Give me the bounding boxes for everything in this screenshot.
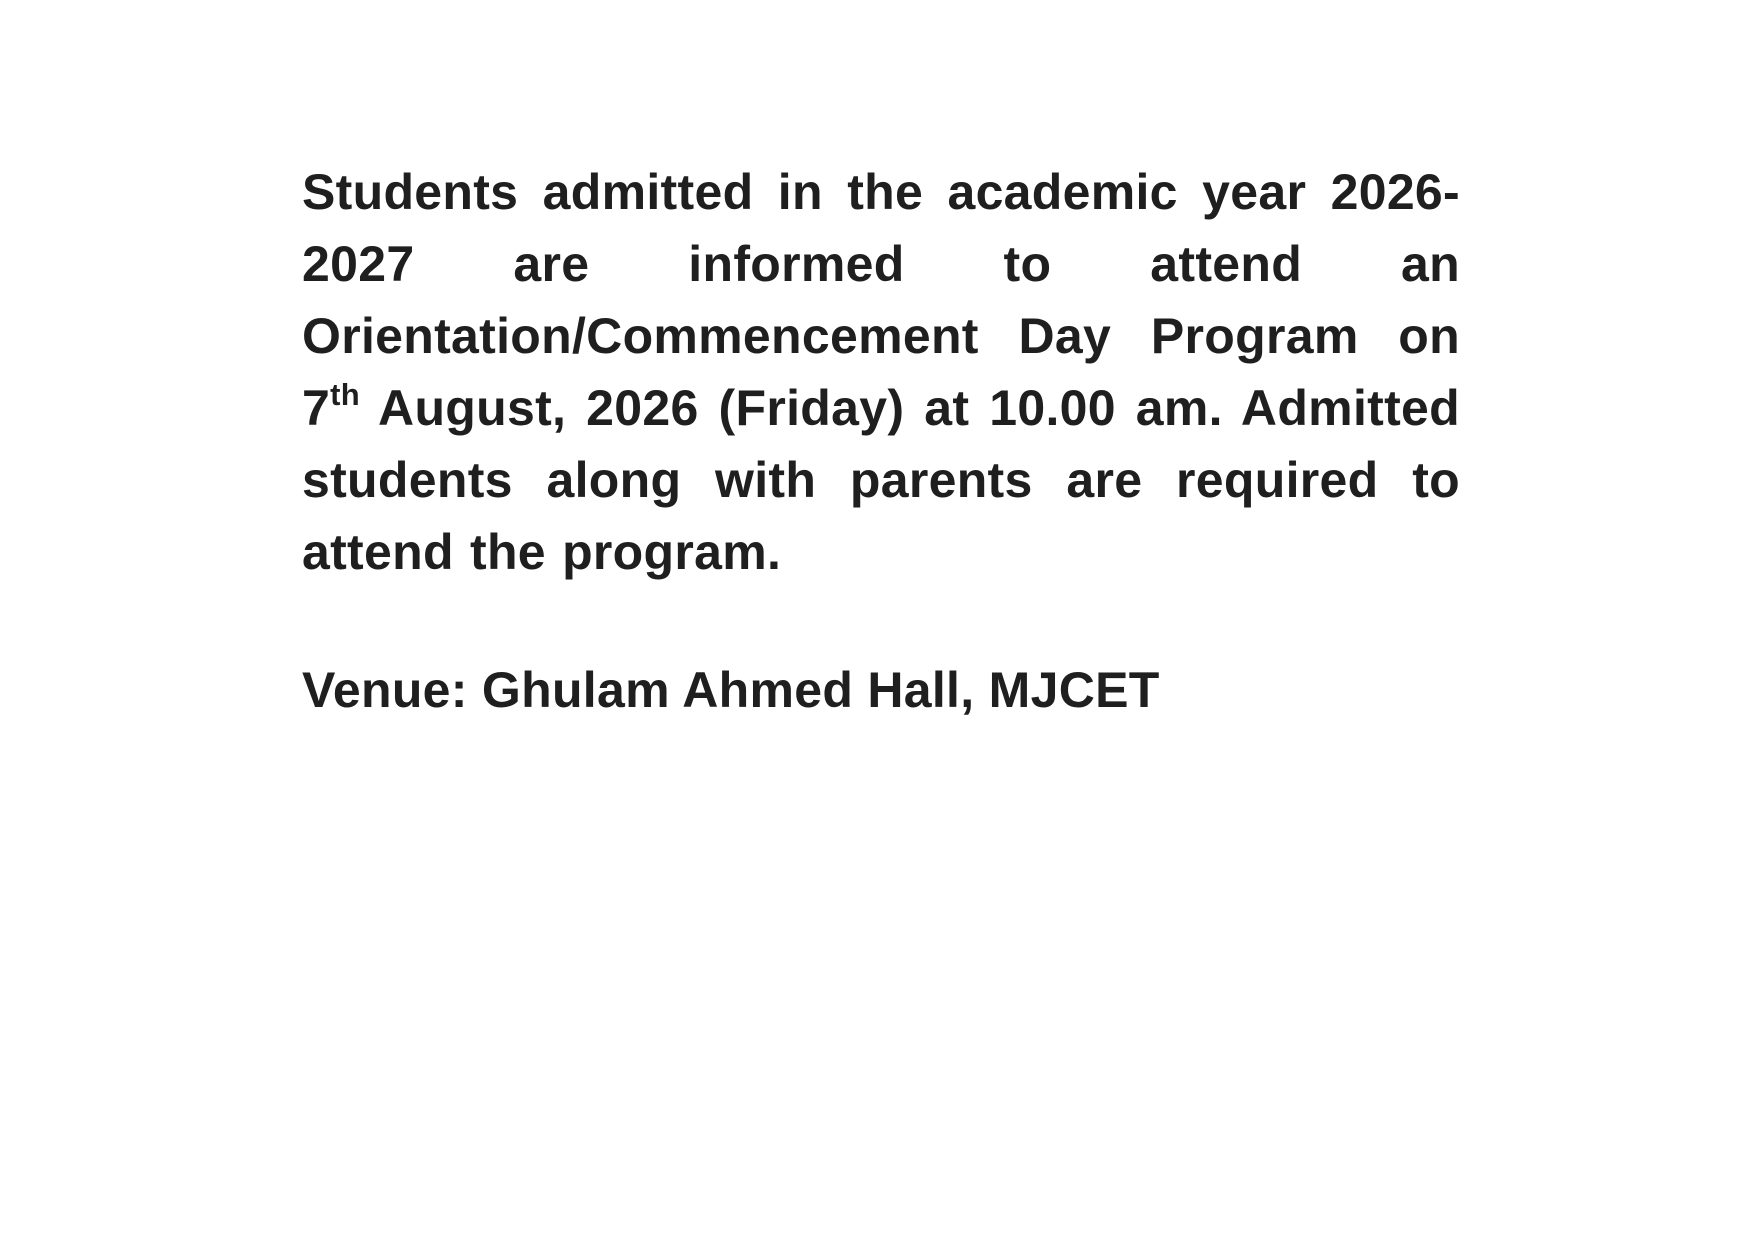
notice-body [302, 156, 1460, 588]
orientation-notice [302, 156, 1460, 726]
date-ordinal-suffix: th [330, 377, 360, 412]
venue-line: Venue: Ghulam Ahmed Hall, MJCET [302, 662, 1160, 718]
notice-text-part-1: Students admitted in the academic year 2026-2027 are informed to attend an Orientation/Commencement Day Program on 7 [302, 164, 1460, 436]
notice-text-part-2: August, 2026 (Friday) at 10.00 am. Admitted students along with parents are required to attend the program. [302, 380, 1460, 580]
